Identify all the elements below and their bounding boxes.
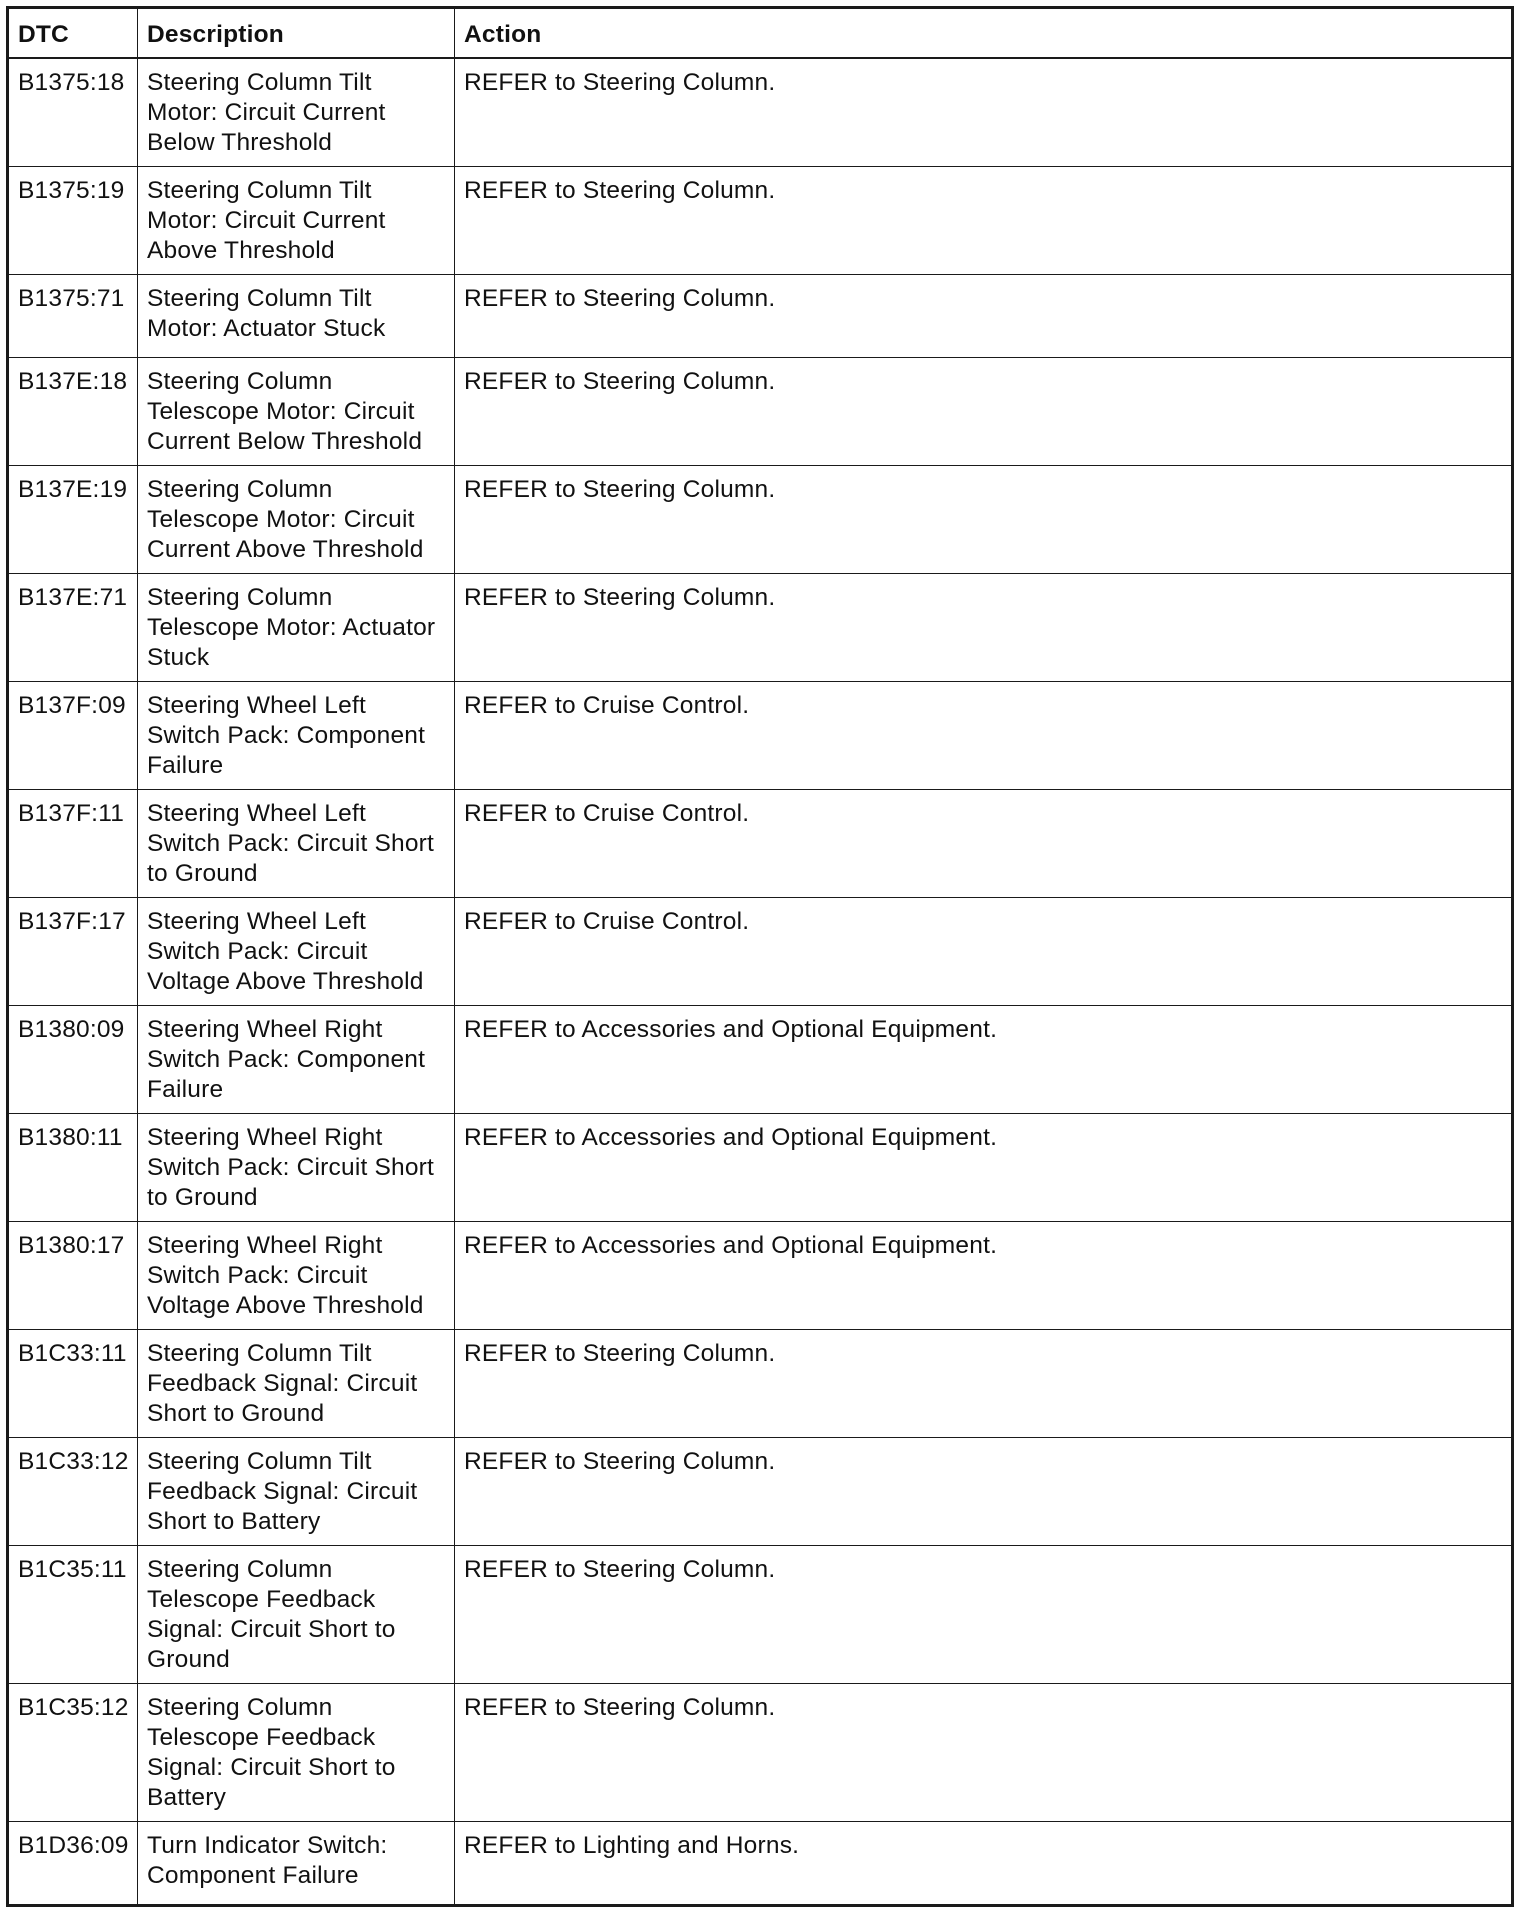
dtc-cell: B1375:71 <box>8 275 138 358</box>
description-cell: Steering Wheel Right Switch Pack: Component Failure <box>138 1006 455 1114</box>
table-row <box>8 1684 1513 1822</box>
description-cell: Steering Column Tilt Motor: Circuit Current Below Threshold <box>138 58 455 167</box>
table-row <box>8 58 1513 167</box>
table-row <box>8 466 1513 574</box>
table-row <box>8 167 1513 275</box>
dtc-cell: B1D36:09 <box>8 1822 138 1906</box>
dtc-cell: B137E:18 <box>8 358 138 466</box>
dtc-cell: B1380:11 <box>8 1114 138 1222</box>
table-row <box>8 1222 1513 1330</box>
dtc-cell: B1380:09 <box>8 1006 138 1114</box>
dtc-cell: B1C35:12 <box>8 1684 138 1822</box>
table-row <box>8 898 1513 1006</box>
description-cell: Steering Column Tilt Motor: Actuator Stuck <box>138 275 455 358</box>
action-cell: REFER to Steering Column. <box>455 275 1513 358</box>
description-cell: Steering Wheel Left Switch Pack: Circuit Voltage Above Threshold <box>138 898 455 1006</box>
action-cell: REFER to Steering Column. <box>455 574 1513 682</box>
table-row <box>8 574 1513 682</box>
action-cell: REFER to Steering Column. <box>455 1438 1513 1546</box>
dtc-cell: B1C35:11 <box>8 1546 138 1684</box>
action-cell: REFER to Steering Column. <box>455 1546 1513 1684</box>
description-cell: Steering Wheel Right Switch Pack: Circuit Voltage Above Threshold <box>138 1222 455 1330</box>
action-cell: REFER to Steering Column. <box>455 1684 1513 1822</box>
dtc-cell: B137F:11 <box>8 790 138 898</box>
dtc-cell: B1375:19 <box>8 167 138 275</box>
table-header-row <box>8 8 1513 59</box>
table-row <box>8 275 1513 358</box>
dtc-cell: B1C33:12 <box>8 1438 138 1546</box>
action-cell: REFER to Cruise Control. <box>455 898 1513 1006</box>
description-cell: Steering Column Telescope Motor: Circuit Current Above Threshold <box>138 466 455 574</box>
description-cell: Steering Column Tilt Feedback Signal: Circuit Short to Ground <box>138 1330 455 1438</box>
dtc-cell: B137F:09 <box>8 682 138 790</box>
table-row <box>8 682 1513 790</box>
description-cell: Steering Column Telescope Feedback Signal: Circuit Short to Ground <box>138 1546 455 1684</box>
header-action: Action <box>455 8 1513 59</box>
dtc-cell: B1380:17 <box>8 1222 138 1330</box>
description-cell: Steering Column Telescope Motor: Actuator Stuck <box>138 574 455 682</box>
description-cell: Steering Column Tilt Feedback Signal: Circuit Short to Battery <box>138 1438 455 1546</box>
table-row <box>8 790 1513 898</box>
table-row <box>8 1330 1513 1438</box>
table-row <box>8 1822 1513 1906</box>
action-cell: REFER to Steering Column. <box>455 358 1513 466</box>
table-row <box>8 1546 1513 1684</box>
dtc-cell: B1375:18 <box>8 58 138 167</box>
action-cell: REFER to Cruise Control. <box>455 790 1513 898</box>
action-cell: REFER to Steering Column. <box>455 58 1513 167</box>
header-dtc: DTC <box>8 8 138 59</box>
description-cell: Steering Wheel Left Switch Pack: Circuit Short to Ground <box>138 790 455 898</box>
dtc-table <box>6 6 1514 1907</box>
table-row <box>8 1006 1513 1114</box>
description-cell: Turn Indicator Switch: Component Failure <box>138 1822 455 1906</box>
action-cell: REFER to Lighting and Horns. <box>455 1822 1513 1906</box>
dtc-table-container <box>6 6 1514 1907</box>
table-row <box>8 358 1513 466</box>
table-row <box>8 1114 1513 1222</box>
description-cell: Steering Column Telescope Feedback Signal: Circuit Short to Battery <box>138 1684 455 1822</box>
table-row <box>8 1438 1513 1546</box>
action-cell: REFER to Steering Column. <box>455 167 1513 275</box>
header-description: Description <box>138 8 455 59</box>
action-cell: REFER to Accessories and Optional Equipment. <box>455 1006 1513 1114</box>
dtc-cell: B1C33:11 <box>8 1330 138 1438</box>
dtc-cell: B137E:71 <box>8 574 138 682</box>
action-cell: REFER to Steering Column. <box>455 466 1513 574</box>
description-cell: Steering Wheel Left Switch Pack: Component Failure <box>138 682 455 790</box>
description-cell: Steering Column Tilt Motor: Circuit Current Above Threshold <box>138 167 455 275</box>
description-cell: Steering Wheel Right Switch Pack: Circuit Short to Ground <box>138 1114 455 1222</box>
dtc-cell: B137E:19 <box>8 466 138 574</box>
action-cell: REFER to Accessories and Optional Equipment. <box>455 1114 1513 1222</box>
action-cell: REFER to Steering Column. <box>455 1330 1513 1438</box>
action-cell: REFER to Cruise Control. <box>455 682 1513 790</box>
action-cell: REFER to Accessories and Optional Equipment. <box>455 1222 1513 1330</box>
dtc-cell: B137F:17 <box>8 898 138 1006</box>
description-cell: Steering Column Telescope Motor: Circuit Current Below Threshold <box>138 358 455 466</box>
